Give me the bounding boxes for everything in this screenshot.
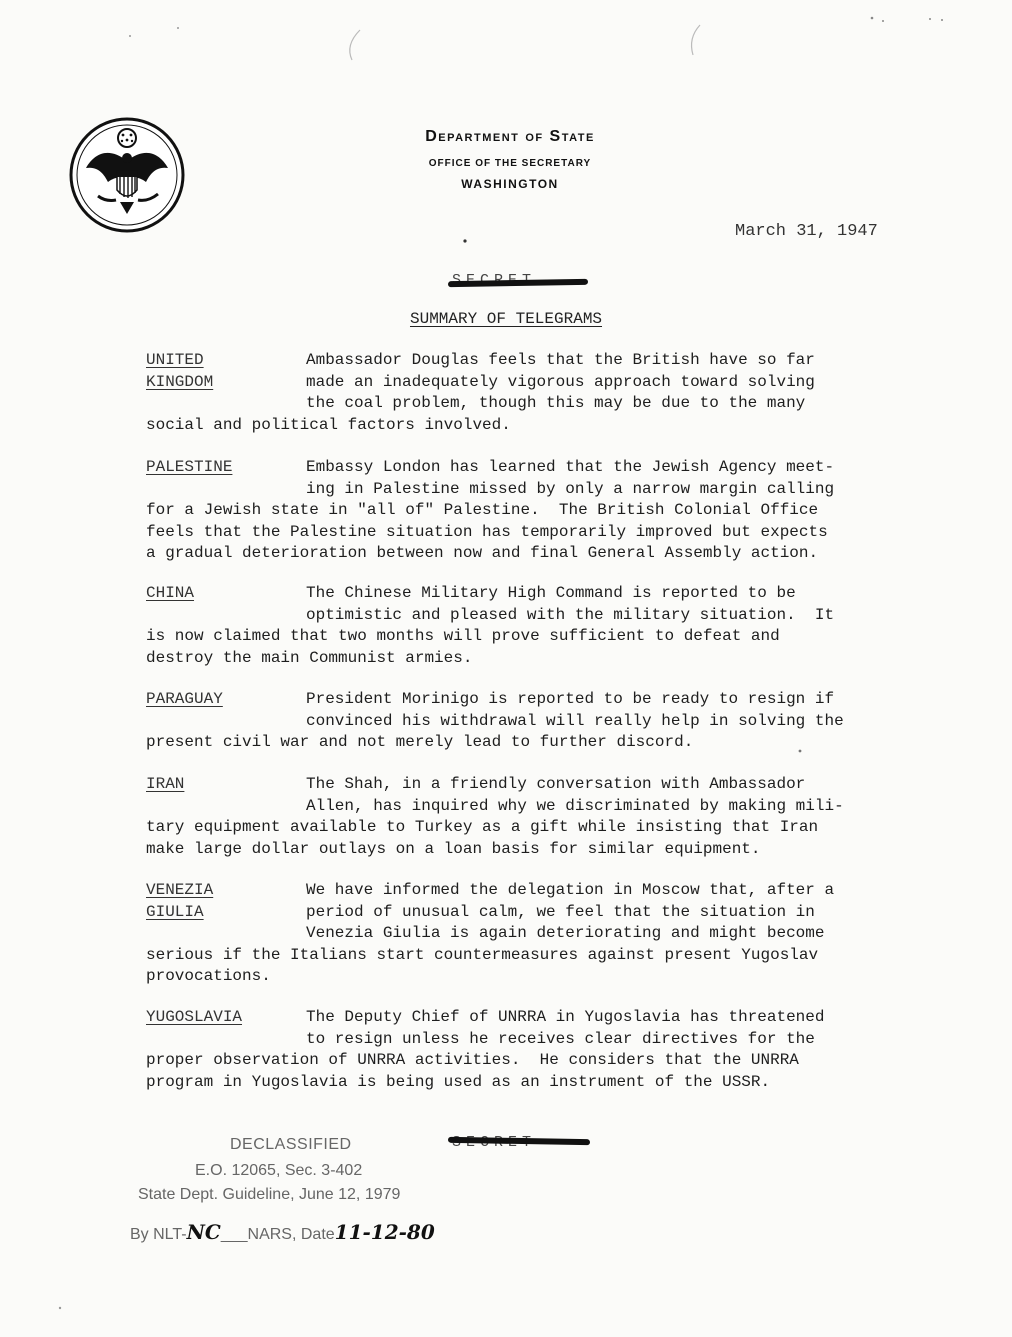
section-line: The Shah, in a friendly conversation with Ambassador bbox=[306, 775, 806, 793]
declass-nars: NARS, Date bbox=[247, 1226, 335, 1243]
section-line: present civil war and not merely lead to further discord. bbox=[146, 733, 694, 751]
section-iran bbox=[146, 774, 916, 860]
declass-by-line bbox=[130, 1220, 435, 1244]
section-line: the coal problem, though this may be due to the many bbox=[306, 394, 806, 412]
section-line: The Deputy Chief of UNRRA in Yugoslavia has threatened bbox=[306, 1008, 825, 1026]
section-label: VENEZIA GIULIA bbox=[146, 881, 214, 921]
section-united-kingdom bbox=[146, 350, 916, 436]
section-line: social and political factors involved. bbox=[146, 415, 511, 434]
declass-initials: NC bbox=[186, 1220, 221, 1244]
section-line: program in Yugoslavia is being used as an instrument of the USSR. bbox=[146, 1072, 771, 1091]
section-line: Allen, has inquired why we discriminated by making mili- bbox=[306, 796, 844, 815]
declass-line-1: DECLASSIFIED bbox=[230, 1136, 352, 1153]
section-line: for a Jewish state in "all of" Palestine. The British Colonial Office bbox=[146, 501, 819, 519]
section-line: President Morinigo is reported to be ready to resign if bbox=[306, 690, 835, 708]
department-seal-icon bbox=[68, 116, 186, 234]
section-line: optimistic and pleased with the military situation. It bbox=[306, 605, 835, 624]
document-title: SUMMARY OF TELEGRAMS bbox=[409, 310, 603, 328]
section-palestine bbox=[146, 457, 916, 565]
letterhead bbox=[300, 128, 720, 191]
declass-date: 11-12-80 bbox=[334, 1220, 435, 1244]
section-label: PARAGUAY bbox=[146, 690, 223, 708]
section-label: UNITED KINGDOM bbox=[146, 351, 214, 391]
section-line: convinced his withdrawal will really help in solving the bbox=[306, 711, 844, 730]
section-line: ing in Palestine missed by only a narrow margin calling bbox=[306, 479, 835, 498]
section-label: YUGOSLAVIA bbox=[146, 1008, 243, 1026]
section-line: tary equipment available to Turkey as a gift while insisting that Iran bbox=[146, 818, 819, 836]
document-date: March 31, 1947 bbox=[735, 222, 878, 241]
section-line: feels that the Palestine situation has temporarily improved but expects bbox=[146, 522, 828, 541]
section-line: The Chinese Military High Command is reported to be bbox=[306, 584, 796, 602]
section-china bbox=[146, 583, 916, 669]
declass-line-3: State Dept. Guideline, June 12, 1979 bbox=[138, 1186, 401, 1203]
section-label: IRAN bbox=[146, 775, 185, 793]
section-label: CHINA bbox=[146, 584, 195, 602]
section-paraguay bbox=[146, 689, 916, 754]
section-yugoslavia bbox=[146, 1007, 916, 1093]
section-line: Venezia Giulia is again deteriorating and might become bbox=[306, 924, 825, 942]
section-line: We have informed the delegation in Moscow that, after a bbox=[306, 881, 835, 899]
section-line: a gradual deterioration between now and final General Assembly action. bbox=[146, 544, 819, 562]
section-line: is now claimed that two months will prove sufficient to defeat and bbox=[146, 627, 780, 645]
declass-underline: ___ bbox=[220, 1226, 248, 1243]
declass-by-prefix: By NLT- bbox=[130, 1226, 187, 1243]
letterhead-department: Department of State bbox=[425, 128, 595, 145]
section-line: period of unusual calm, we feel that the situation in bbox=[306, 902, 815, 921]
section-line: to resign unless he receives clear directives for the bbox=[306, 1029, 815, 1048]
declass-line-2: E.O. 12065, Sec. 3-402 bbox=[195, 1162, 363, 1179]
section-line: destroy the main Communist armies. bbox=[146, 648, 473, 667]
section-line: proper observation of UNRRA activities. He considers that the UNRRA bbox=[146, 1051, 799, 1069]
section-line: made an inadequately vigorous approach toward solving bbox=[306, 372, 815, 391]
letterhead-city: WASHINGTON bbox=[461, 177, 559, 191]
section-line: make large dollar outlays on a loan basis for similar equipment. bbox=[146, 839, 761, 858]
section-line: provocations. bbox=[146, 967, 271, 985]
section-line: Ambassador Douglas feels that the British have so far bbox=[306, 351, 815, 369]
section-line: serious if the Italians start countermeasures against present Yugoslav bbox=[146, 945, 819, 964]
section-line: Embassy London has learned that the Jewish Agency meet- bbox=[306, 458, 835, 476]
section-label: PALESTINE bbox=[146, 458, 233, 476]
letterhead-office: OFFICE OF THE SECRETARY bbox=[428, 158, 592, 169]
section-venezia-giulia bbox=[146, 880, 916, 988]
